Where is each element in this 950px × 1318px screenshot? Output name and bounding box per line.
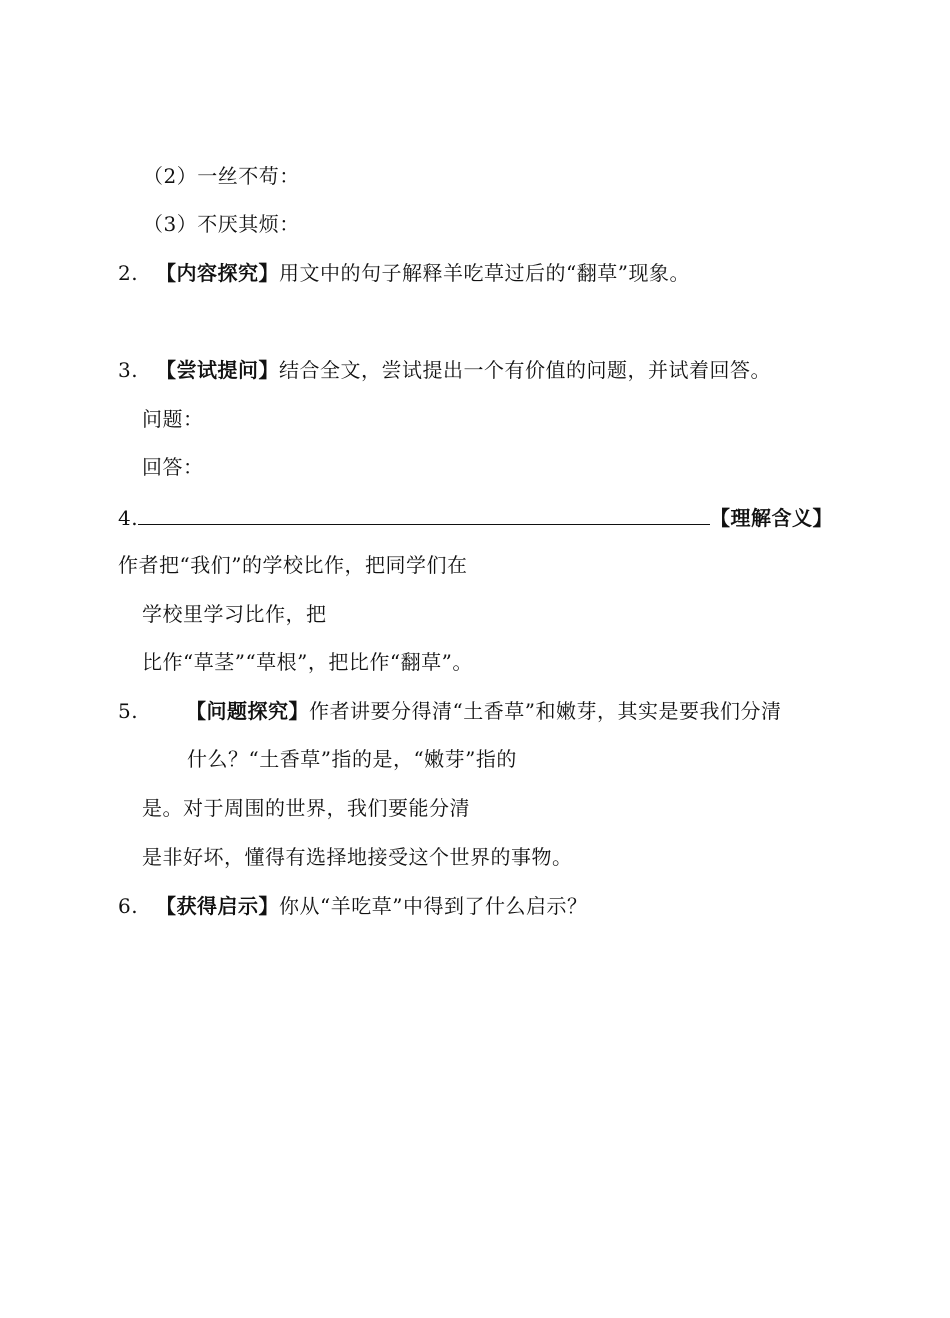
question-text: 作者讲要分得清“土香草”和嫩芽，其实是要我们分清 bbox=[309, 699, 782, 723]
question-5-line-4: 是非好坏，懂得有选择地接受这个世界的事物。 bbox=[142, 845, 573, 869]
question-5-line-2: 什么？“土香草”指的是，“嫩芽”指的 bbox=[187, 747, 517, 771]
question-4-line-2: 学校里学习比作，把 bbox=[142, 602, 327, 626]
question-4 bbox=[118, 502, 833, 532]
question-4-line-3: 比作“草茎”“草根”，把比作“翻草”。 bbox=[142, 650, 473, 674]
vocab-item-3: （3）不厌其烦： bbox=[143, 212, 300, 236]
question-3 bbox=[118, 356, 771, 384]
question-3-prompt: 问题： bbox=[142, 407, 204, 431]
question-number: 5. bbox=[118, 699, 139, 723]
question-tag: 【理解含义】 bbox=[710, 506, 833, 530]
question-4-line-1: 作者把“我们”的学校比作，把同学们在 bbox=[118, 553, 468, 577]
question-3-answer-prompt: 回答： bbox=[142, 455, 204, 479]
question-6 bbox=[118, 892, 587, 920]
question-tag: 【尝试提问】 bbox=[156, 358, 279, 382]
question-text: 你从“羊吃草”中得到了什么启示？ bbox=[279, 894, 588, 918]
question-tag: 【内容探究】 bbox=[156, 261, 279, 285]
question-text: 结合全文，尝试提出一个有价值的问题，并试着回答。 bbox=[279, 358, 771, 382]
question-number: 2. bbox=[118, 261, 139, 285]
question-text: 用文中的句子解释羊吃草过后的“翻草”现象。 bbox=[279, 261, 690, 285]
question-number: 4. bbox=[118, 506, 139, 530]
question-number: 6. bbox=[118, 894, 139, 918]
question-tag: 【获得启示】 bbox=[156, 894, 279, 918]
answer-blank bbox=[138, 502, 710, 525]
question-number: 3. bbox=[118, 358, 139, 382]
vocab-item-2: （2）一丝不苟： bbox=[143, 164, 300, 188]
question-5-line-3: 是。对于周围的世界，我们要能分清 bbox=[142, 796, 470, 820]
question-5 bbox=[118, 697, 781, 725]
question-2 bbox=[118, 259, 690, 287]
question-tag: 【问题探究】 bbox=[186, 699, 309, 723]
